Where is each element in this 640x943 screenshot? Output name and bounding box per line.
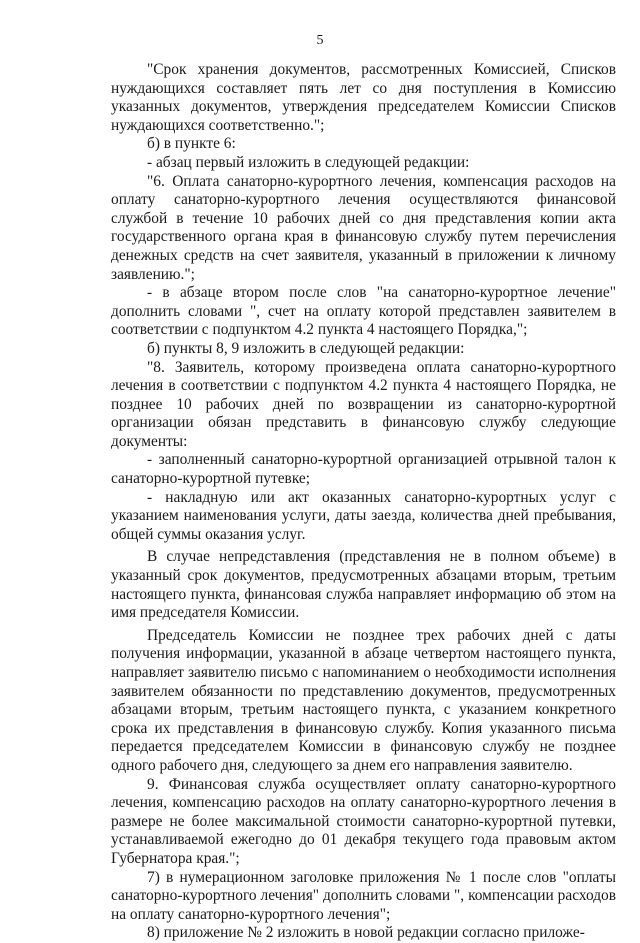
paragraph-point-9: 9. Финансовая служба осуществляет оплату санаторно-курортного лечения, компенсацию расходов на оплату санаторно-курортного лечения в размере не более максимальной стоимости санаторно-курортной путевки, устанавливаемой ежегодно до 01 декабря текущего года правовым актом Губернатора края.";	[111, 775, 616, 867]
paragraph-point-6: "6. Оплата санаторно-курортного лечения, компенсация расходов на оплату санаторно-курортного лечения осуществляются финансовой службой в течение 10 рабочих дней со дня представления копии акта государственного органа края в финансовую службу путем перечисления денежных средств на счет заявителя, указанный в приложении к личному заявлению.";	[111, 172, 616, 283]
paragraph-points-8-9-intro: б) пункты 8, 9 изложить в следующей редакции:	[147, 339, 465, 357]
paragraph-first-abzac: - абзац первый изложить в следующей редакции:	[147, 153, 470, 171]
document-body	[111, 61, 616, 943]
paragraph-point-8: "8. Заявитель, которому произведена оплата санаторно-курортного лечения в соответствии с подпунктом 4.2 пункта 4 настоящего Порядка, не позднее 10 рабочих дней по возвращении из санаторно-курортной организации обязан представить в финансовую службу следующие документы:	[111, 358, 616, 450]
paragraph-chairman-letter: Председатель Комиссии не позднее трех рабочих дней с даты получения информации, указанной в абзаце четвертом настоящего пункта, направляет заявителю письмо с напоминанием о необходимости исполнения заявителем обязанности по представлению документов, предусмотренных абзацами вторым, третьим настоящего пункта, с указанием конкретного срока их представления в финансовую службу. Копия указанного письма передается председателем Комиссии в финансовую службу не позднее одного рабочего дня, следующего за днем его направления заявителю.	[111, 626, 616, 774]
paragraph-coupon: - заполненный санаторно-курортной организацией отрывной талон к санаторно-курортной путевке;	[111, 451, 616, 488]
page-number: 5	[316, 33, 324, 48]
paragraph-annex-2: 8) приложение № 2 изложить в новой редакции согласно приложе-	[147, 924, 585, 942]
paragraph-invoice: - накладную или акт оказанных санаторно-курортных услуг с указанием наименования услуги, даты заезда, количества дней пребывания, общей суммы оказания услуг.	[111, 488, 616, 543]
paragraph-annex-1-title: 7) в нумерационном заголовке приложения № 1 после слов "оплаты санаторно-курортного лечения" дополнить словами ", компенсации расходов на оплату санаторно-курортного лечения";	[111, 868, 616, 923]
paragraph-item-6-intro: б) в пункте 6:	[147, 135, 236, 153]
paragraph-second-abzac: - в абзаце втором после слов "на санаторно-курортное лечение" дополнить словами ", счет на оплату которой представлен заявителем в соответствии с подпунктом 4.2 пункта 4 настоящего Порядка,";	[111, 284, 616, 339]
paragraph-non-submission: В случае непредставления (представления не в полном объеме) в указанный срок документов, предусмотренных абзацами вторым, третьим настоящего пункта, финансовая служба направляет информацию об этом на имя председателя Комиссии.	[111, 548, 616, 622]
paragraph-storage-period: "Срок хранения документов, рассмотренных Комиссией, Списков нуждающихся составляет пять лет со дня поступления в Комиссию указанных документов, утверждения председателем Комиссии Списков нуждающихся соответственно.";	[111, 61, 616, 134]
